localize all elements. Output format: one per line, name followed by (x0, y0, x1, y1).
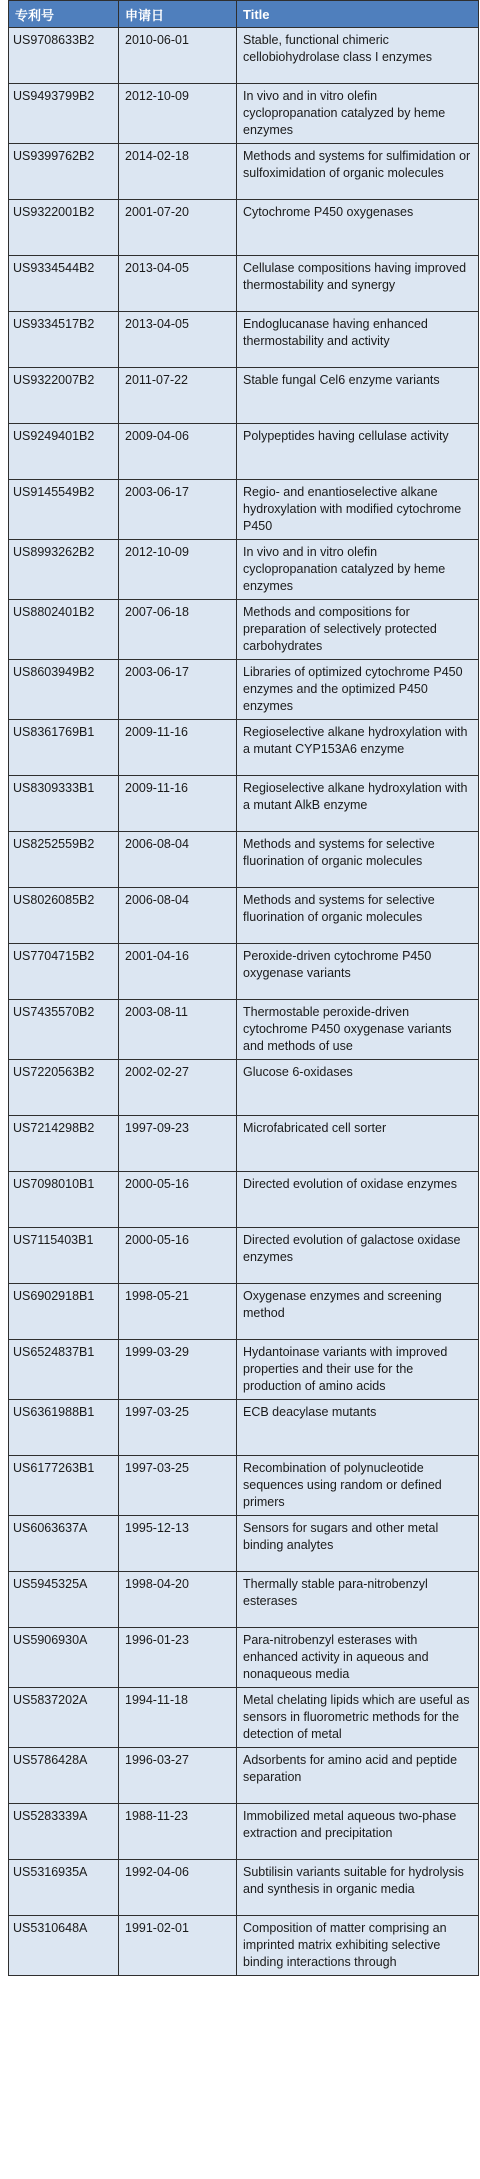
table-row (9, 1172, 479, 1228)
application-date-cell: 2013-04-05 (119, 312, 237, 368)
title-cell: Subtilisin variants suitable for hydrolysis and synthesis in organic media (237, 1860, 479, 1916)
patent-number-cell: US6177263B1 (9, 1456, 119, 1516)
table-row (9, 424, 479, 480)
patent-number-cell: US6902918B1 (9, 1284, 119, 1340)
table-row (9, 1228, 479, 1284)
title-cell: Hydantoinase variants with improved properties and their use for the production of amino acids (237, 1340, 479, 1400)
table-row (9, 1284, 479, 1340)
table-row (9, 312, 479, 368)
table-row (9, 944, 479, 1000)
application-date-cell: 1991-02-01 (119, 1916, 237, 1976)
table-row (9, 1804, 479, 1860)
title-cell: Composition of matter comprising an imprinted matrix exhibiting selective binding interactions through (237, 1916, 479, 1976)
table-row (9, 1340, 479, 1400)
title-cell: Cytochrome P450 oxygenases (237, 200, 479, 256)
patent-number-cell: US5310648A (9, 1916, 119, 1976)
patent-number-cell: US9399762B2 (9, 144, 119, 200)
table-row (9, 832, 479, 888)
table-header-row (9, 1, 479, 28)
patent-table-container (8, 0, 478, 1976)
application-date-cell: 2007-06-18 (119, 600, 237, 660)
patent-number-cell: US8993262B2 (9, 540, 119, 600)
patent-number-cell: US7115403B1 (9, 1228, 119, 1284)
table-row (9, 660, 479, 720)
patent-number-cell: US6361988B1 (9, 1400, 119, 1456)
application-date-cell: 2009-04-06 (119, 424, 237, 480)
title-cell: Regio- and enantioselective alkane hydroxylation with modified cytochrome P450 (237, 480, 479, 540)
title-cell: Adsorbents for amino acid and peptide separation (237, 1748, 479, 1804)
table-row (9, 200, 479, 256)
title-cell: Methods and compositions for preparation of selectively protected carbohydrates (237, 600, 479, 660)
patent-number-cell: US5906930A (9, 1628, 119, 1688)
application-date-cell: 1999-03-29 (119, 1340, 237, 1400)
title-cell: Thermostable peroxide-driven cytochrome P450 oxygenase variants and methods of use (237, 1000, 479, 1060)
title-cell: Microfabricated cell sorter (237, 1116, 479, 1172)
application-date-cell: 1994-11-18 (119, 1688, 237, 1748)
table-row (9, 1400, 479, 1456)
title-cell: Methods and systems for sulfimidation or sulfoximidation of organic molecules (237, 144, 479, 200)
patent-number-cell: US5283339A (9, 1804, 119, 1860)
patent-number-cell: US5945325A (9, 1572, 119, 1628)
application-date-cell: 2012-10-09 (119, 84, 237, 144)
patent-number-cell: US6063637A (9, 1516, 119, 1572)
title-cell: Peroxide-driven cytochrome P450 oxygenase variants (237, 944, 479, 1000)
patent-number-cell: US7435570B2 (9, 1000, 119, 1060)
table-row (9, 480, 479, 540)
header-patent-number: 专利号 (9, 1, 119, 28)
table-row (9, 144, 479, 200)
table-row (9, 540, 479, 600)
title-cell: Endoglucanase having enhanced thermostability and activity (237, 312, 479, 368)
patent-number-cell: US5316935A (9, 1860, 119, 1916)
title-cell: Recombination of polynucleotide sequences using random or defined primers (237, 1456, 479, 1516)
table-row (9, 1516, 479, 1572)
title-cell: Stable, functional chimeric cellobiohydrolase class I enzymes (237, 28, 479, 84)
application-date-cell: 2013-04-05 (119, 256, 237, 312)
application-date-cell: 2000-05-16 (119, 1172, 237, 1228)
header-application-date: 申请日 (119, 1, 237, 28)
table-row (9, 1000, 479, 1060)
title-cell: Methods and systems for selective fluorination of organic molecules (237, 832, 479, 888)
title-cell: In vivo and in vitro olefin cyclopropanation catalyzed by heme enzymes (237, 540, 479, 600)
application-date-cell: 2009-11-16 (119, 776, 237, 832)
application-date-cell: 2000-05-16 (119, 1228, 237, 1284)
application-date-cell: 2006-08-04 (119, 832, 237, 888)
title-cell: Regioselective alkane hydroxylation with a mutant CYP153A6 enzyme (237, 720, 479, 776)
title-cell: Immobilized metal aqueous two-phase extraction and precipitation (237, 1804, 479, 1860)
patent-number-cell: US8252559B2 (9, 832, 119, 888)
title-cell: Directed evolution of galactose oxidase enzymes (237, 1228, 479, 1284)
application-date-cell: 1997-03-25 (119, 1456, 237, 1516)
patent-number-cell: US9708633B2 (9, 28, 119, 84)
title-cell: Regioselective alkane hydroxylation with a mutant AlkB enzyme (237, 776, 479, 832)
title-cell: Glucose 6-oxidases (237, 1060, 479, 1116)
application-date-cell: 2002-02-27 (119, 1060, 237, 1116)
patent-number-cell: US7704715B2 (9, 944, 119, 1000)
patent-number-cell: US9334517B2 (9, 312, 119, 368)
patent-number-cell: US5786428A (9, 1748, 119, 1804)
application-date-cell: 2011-07-22 (119, 368, 237, 424)
application-date-cell: 2003-08-11 (119, 1000, 237, 1060)
table-row (9, 256, 479, 312)
title-cell: Polypeptides having cellulase activity (237, 424, 479, 480)
table-row (9, 1116, 479, 1172)
application-date-cell: 2014-02-18 (119, 144, 237, 200)
table-row (9, 1916, 479, 1976)
application-date-cell: 2012-10-09 (119, 540, 237, 600)
table-row (9, 1748, 479, 1804)
table-row (9, 28, 479, 84)
table-row (9, 1688, 479, 1748)
patent-number-cell: US9322001B2 (9, 200, 119, 256)
application-date-cell: 2009-11-16 (119, 720, 237, 776)
title-cell: Thermally stable para-nitrobenzyl esterases (237, 1572, 479, 1628)
application-date-cell: 2010-06-01 (119, 28, 237, 84)
application-date-cell: 2006-08-04 (119, 888, 237, 944)
patent-number-cell: US8361769B1 (9, 720, 119, 776)
patent-number-cell: US7098010B1 (9, 1172, 119, 1228)
application-date-cell: 1988-11-23 (119, 1804, 237, 1860)
table-row (9, 368, 479, 424)
application-date-cell: 2003-06-17 (119, 660, 237, 720)
patent-table (8, 0, 479, 1976)
table-row (9, 1060, 479, 1116)
patent-number-cell: US8026085B2 (9, 888, 119, 944)
table-row (9, 600, 479, 660)
title-cell: Libraries of optimized cytochrome P450 enzymes and the optimized P450 enzymes (237, 660, 479, 720)
application-date-cell: 1998-05-21 (119, 1284, 237, 1340)
table-row (9, 888, 479, 944)
patent-number-cell: US8309333B1 (9, 776, 119, 832)
application-date-cell: 2001-04-16 (119, 944, 237, 1000)
title-cell: Methods and systems for selective fluorination of organic molecules (237, 888, 479, 944)
patent-number-cell: US7214298B2 (9, 1116, 119, 1172)
title-cell: Oxygenase enzymes and screening method (237, 1284, 479, 1340)
table-row (9, 776, 479, 832)
table-row (9, 1456, 479, 1516)
patent-number-cell: US9334544B2 (9, 256, 119, 312)
table-row (9, 1572, 479, 1628)
patent-number-cell: US8603949B2 (9, 660, 119, 720)
title-cell: Para-nitrobenzyl esterases with enhanced activity in aqueous and nonaqueous media (237, 1628, 479, 1688)
title-cell: Metal chelating lipids which are useful as sensors in fluorometric methods for the detection of metal (237, 1688, 479, 1748)
table-row (9, 720, 479, 776)
application-date-cell: 1997-09-23 (119, 1116, 237, 1172)
application-date-cell: 1998-04-20 (119, 1572, 237, 1628)
header-title: Title (237, 1, 479, 28)
title-cell: Stable fungal Cel6 enzyme variants (237, 368, 479, 424)
title-cell: ECB deacylase mutants (237, 1400, 479, 1456)
table-row (9, 1860, 479, 1916)
patent-number-cell: US9249401B2 (9, 424, 119, 480)
patent-number-cell: US5837202A (9, 1688, 119, 1748)
application-date-cell: 1995-12-13 (119, 1516, 237, 1572)
application-date-cell: 2003-06-17 (119, 480, 237, 540)
title-cell: In vivo and in vitro olefin cyclopropanation catalyzed by heme enzymes (237, 84, 479, 144)
application-date-cell: 1992-04-06 (119, 1860, 237, 1916)
table-row (9, 84, 479, 144)
title-cell: Directed evolution of oxidase enzymes (237, 1172, 479, 1228)
patent-number-cell: US9145549B2 (9, 480, 119, 540)
patent-number-cell: US8802401B2 (9, 600, 119, 660)
patent-number-cell: US7220563B2 (9, 1060, 119, 1116)
patent-number-cell: US9493799B2 (9, 84, 119, 144)
application-date-cell: 1996-03-27 (119, 1748, 237, 1804)
title-cell: Sensors for sugars and other metal binding analytes (237, 1516, 479, 1572)
application-date-cell: 1997-03-25 (119, 1400, 237, 1456)
patent-number-cell: US9322007B2 (9, 368, 119, 424)
table-body (9, 28, 479, 1976)
title-cell: Cellulase compositions having improved thermostability and synergy (237, 256, 479, 312)
application-date-cell: 1996-01-23 (119, 1628, 237, 1688)
application-date-cell: 2001-07-20 (119, 200, 237, 256)
table-row (9, 1628, 479, 1688)
patent-number-cell: US6524837B1 (9, 1340, 119, 1400)
